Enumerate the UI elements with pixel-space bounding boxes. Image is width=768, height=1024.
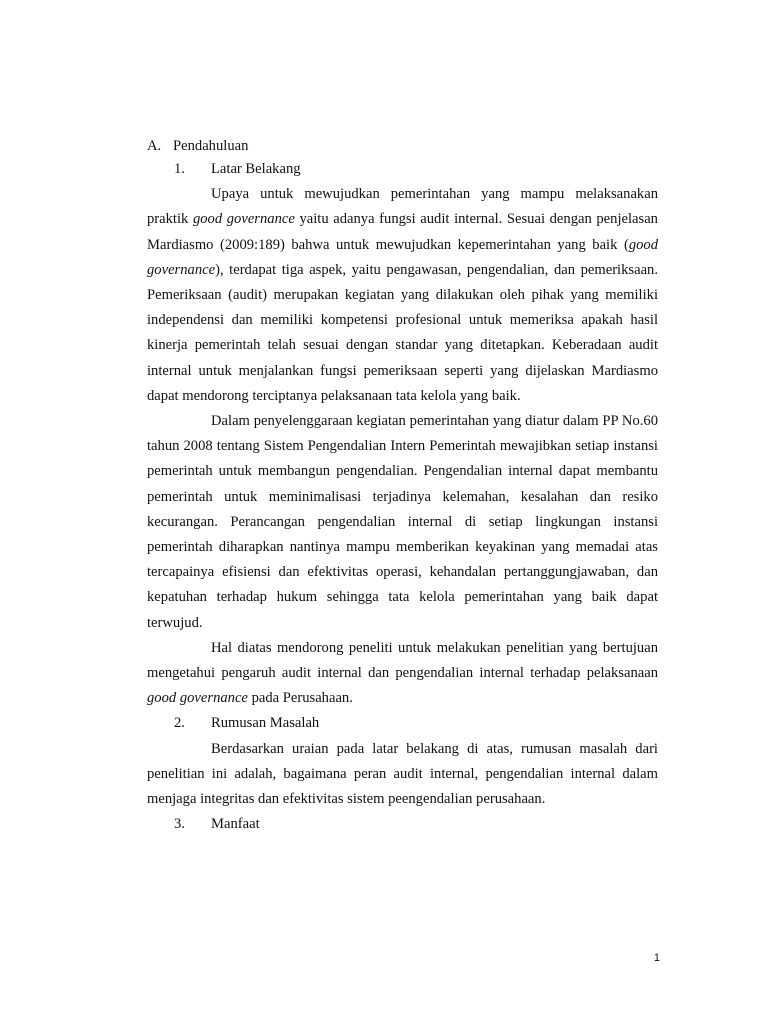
subsection-heading-manfaat [147, 812, 658, 837]
text-run: pada Perusahaan. [247, 690, 353, 707]
text-run: Berdasarkan uraian pada latar belakang di atas, rumusan masalah dari penelitian ini adalah, bagaimana peran audit internal, pengendalian internal dalam menjaga integritas dan efektivitas sistem peengendalian perusahaan. [147, 740, 658, 808]
text-run: Upaya untuk mewujudkan pemerintahan yang mampu melaksanakan praktik [147, 186, 658, 228]
subsection-3 [147, 812, 658, 837]
section-marker: A. [147, 138, 162, 154]
section-title: Pendahuluan [173, 138, 249, 154]
paragraph [147, 636, 658, 712]
paragraph [147, 737, 658, 813]
text-run: yaitu adanya fungsi audit internal. Sesuai dengan penjelasan Mardiasmo (2009:189) bahwa untuk mewujudkan kepemerintahan yang baik ( [147, 211, 658, 253]
subsection-title: Rumusan Masalah [211, 715, 320, 732]
subsection-title: Latar Belakang [211, 161, 301, 177]
subsection-2 [147, 711, 658, 812]
italic-term: good governance [147, 690, 248, 707]
subsection-marker: 2. [174, 715, 185, 732]
subsection-marker: 1. [174, 161, 185, 177]
subsection-marker: 3. [174, 816, 185, 833]
paragraph [147, 182, 658, 409]
text-run: Dalam penyelenggaraan kegiatan pemerintahan yang diatur dalam PP No.60 tahun 2008 tentang Sistem Pengendalian Intern Pemerintah mewajibkan setiap instansi pemerintah untuk membangun pengendalian. Pengendalian internal dapat membantu pemerintah untuk meminimalisasi terjadinya kelemahan, kesalahan dan resiko kecurangan. Perancangan pengendalian internal di setiap lingkungan instansi pemerintah diharapkan nantinya mampu memberikan keyakinan yang memadai atas tercapainya efisiensi dan efektivitas operasi, kehandalan pertanggungjawaban, dan kepatuhan terhadap hukum sehingga tata kelola pemerintahan yang baik dapat terwujud. [147, 413, 658, 631]
subsection-1 [147, 157, 658, 711]
document-body [147, 136, 658, 837]
subsection-title: Manfaat [211, 816, 260, 833]
italic-term: good governance [147, 236, 658, 278]
paragraph [147, 409, 658, 636]
text-run: Hal diatas mendorong peneliti untuk melakukan penelitian yang bertujuan mengetahui pengaruh audit internal dan pengendalian internal terhadap pelaksanaan [147, 639, 658, 682]
text-run: ), terdapat tiga aspek, yaitu pengawasan, pengendalian, dan pemeriksaan. Pemeriksaan (audit) merupakan kegiatan yang dilakukan oleh pihak yang memiliki independensi dan memiliki kompetensi profesional untuk memeriksa apakah hasil kinerja pemerintah telah sesuai dengan standar yang ditetapkan. Keberadaan audit internal untuk menjalankan fungsi pemeriksaan seperti yang dijelaskan Mardiasmo dapat mendorong terciptanya pelaksanaan tata kelola yang baik. [147, 261, 658, 404]
page-number: 1 [653, 952, 660, 964]
italic-term: good governance [192, 211, 295, 228]
section-heading [147, 136, 658, 157]
subsection-heading-rumusan-masalah [147, 711, 658, 736]
subsection-heading-latar-belakang [147, 157, 658, 182]
